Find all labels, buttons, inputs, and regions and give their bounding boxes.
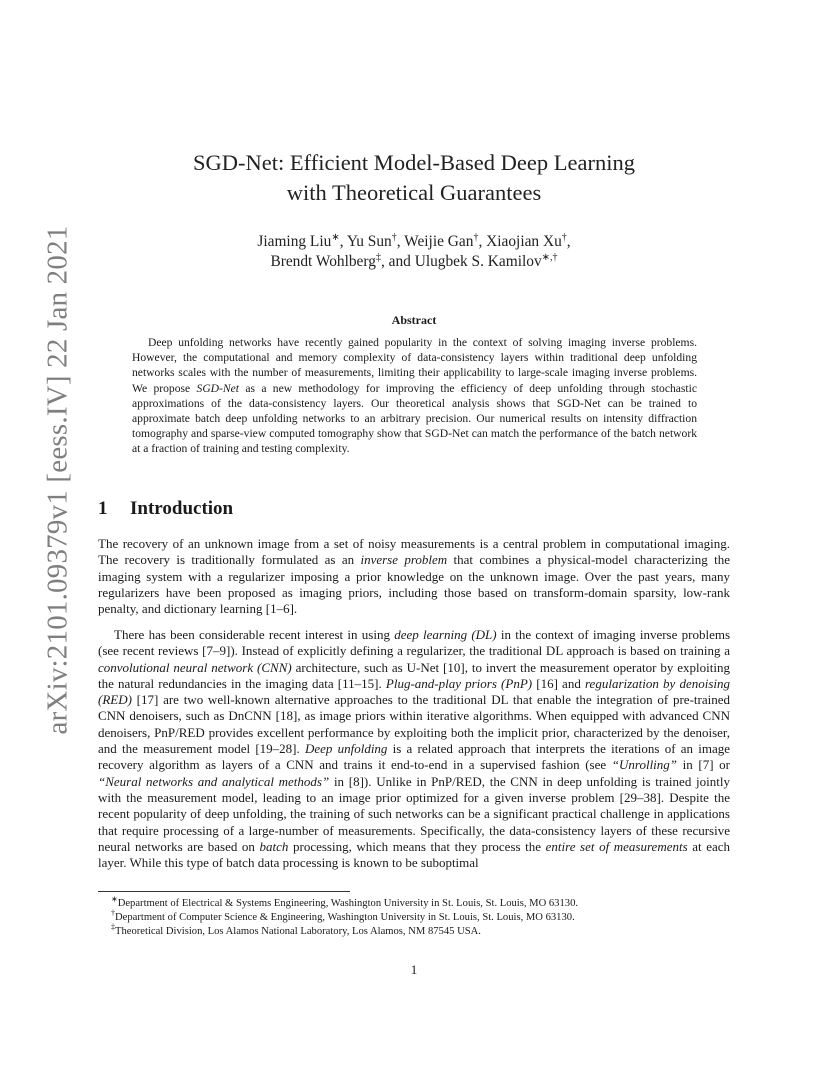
footnote-mark: ‡ — [111, 922, 115, 932]
para-emphasis: “Unrolling” — [611, 757, 678, 773]
para-text: in the context of imaging inverse problems (see recent reviews [7–9]). Instead of explicitly defining a regularizer, the traditional DL approach is based on training a — [98, 627, 731, 659]
author-name: , and Ulugbek S. Kamilov — [380, 253, 542, 270]
author-name: Brendt Wohlberg — [270, 253, 376, 270]
para-emphasis: convolutional neural network (CNN) — [98, 659, 292, 675]
para-text: [16] and — [532, 675, 585, 691]
author-separator: , — [566, 233, 571, 250]
section-number: 1 — [98, 498, 108, 519]
section-heading — [98, 498, 233, 520]
footnote — [111, 922, 731, 939]
para-text: There has been considerable recent interest in using — [114, 627, 395, 642]
para-emphasis: regularization by denoising (RED) — [98, 675, 731, 708]
footnote-text: Department of Electrical & Systems Engineering, Washington University in St. Louis, St. Louis, MO 63130. — [117, 898, 579, 909]
title-line-1: SGD-Net: Efficient Model-Based Deep Learning — [193, 150, 635, 175]
para-text: that combines a physical-model characterizing the imaging system with a regularizer imposing a prior knowledge on the unknown image. Over the past years, many regularizers have been proposed as imaging priors, including those based on transform-domain sparsity, low-rank penalty, and dictionary learning [1–6]. — [98, 552, 730, 617]
affiliation-mark: ∗ — [331, 231, 340, 243]
abstract-text-part: Deep unfolding networks have recently gained popularity in the context of solving imaging inverse problems. However, the computational and memory complexity of data-consistency layers within traditional deep unfolding networks scales with the number of measurements, limiting their applicability to large-scale imaging inverse problems. We propose — [132, 336, 697, 395]
footnote-rule — [98, 891, 350, 892]
author-list — [0, 232, 828, 272]
para-text: [17] are two well-known alternative approaches to the traditional DL that enable the integration of pre-trained CNN denoisers, such as DnCNN [18], as image priors within iterative algorithms. When equipped with advanced CNN denoisers, PnP/RED provides excellent performance by exploiting both the implicit prior, characterized by the denoiser, and the measurement model [19–28]. — [98, 692, 730, 757]
footnote-mark: ∗ — [111, 894, 118, 904]
para-text: is a related approach that interprets the iterations of an image recovery algorithm as layers of a CNN and trains it end-to-end in a supervised fashion (see — [98, 741, 730, 773]
para-emphasis: batch — [259, 838, 289, 854]
para-text: at each layer. While this type of batch data processing is known to be suboptimal — [98, 838, 731, 871]
page-number: 1 — [410, 962, 418, 977]
intro-paragraph-1 — [98, 536, 730, 617]
affiliation-mark: ∗,† — [541, 251, 558, 263]
footnote — [111, 908, 731, 925]
paper-title — [0, 148, 828, 208]
footnote-mark: † — [111, 908, 115, 918]
section-title: Introduction — [130, 498, 234, 519]
para-emphasis: inverse problem — [360, 552, 448, 568]
abstract-text-part: as a new methodology for improving the efficiency of deep unfolding through stochastic approximations of the data-consistency layers. Our theoretical analysis shows that SGD-Net can be trained to approximate batch deep unfolding networks to an arbitrary precision. Our numerical results on intensity diffraction tomography and sparse-view computed tomography show that SGD-Net can match the performance of the batch network at a fraction of training and testing complexity. — [132, 381, 698, 456]
footnote-text: Theoretical Division, Los Alamos National Laboratory, Los Alamos, NM 87545 USA. — [115, 926, 481, 937]
para-text: in [8]). Unlike in PnP/RED, the CNN in deep unfolding is trained jointly with the measurement model, leading to an image prior optimized for a given inverse problem [29–38]. Despite the recent popularity of deep unfolding, the training of such networks can be a significant practical challenge in applications that require processing of a large-number of measurements. Specifically, the data-consistency layers of these recursive neural networks are based on — [98, 773, 730, 854]
para-text: processing, which means that they process the — [288, 838, 546, 854]
para-text: architecture, such as U-Net [10], to invert the measurement operator by exploiting the natural redundancies in the imaging data [11–15]. — [98, 659, 731, 691]
author-name: Jiaming Liu — [257, 233, 332, 250]
affiliation-mark: † — [473, 231, 479, 243]
abstract-emphasis: SGD-Net — [196, 381, 240, 395]
abstract-heading: Abstract — [391, 313, 437, 327]
para-text: in [7] or — [677, 757, 730, 773]
affiliation-mark: † — [561, 231, 567, 243]
para-emphasis: entire set of measurements — [545, 838, 688, 854]
abstract-text — [132, 335, 697, 457]
arxiv-stamp-text: arXiv:2101.09379v1 [eess.IV] 22 Jan 2021 — [41, 225, 74, 735]
title-line-2: with Theoretical Guarantees — [286, 180, 542, 205]
intro-paragraph-2 — [98, 627, 730, 871]
author-name: , Xiaojian Xu — [478, 233, 562, 250]
affiliation-mark: ‡ — [375, 251, 381, 263]
para-text: The recovery of an unknown image from a set of noisy measurements is a central problem in computational imaging. The recovery is traditionally formulated as an — [98, 536, 730, 568]
affiliation-mark: † — [391, 231, 397, 243]
para-emphasis: “Neural networks and analytical methods” — [98, 773, 330, 789]
para-emphasis: Deep unfolding — [304, 741, 388, 757]
author-line-2 — [0, 252, 828, 272]
para-emphasis: Plug-and-play priors (PnP) — [385, 675, 533, 691]
para-emphasis: deep learning (DL) — [394, 627, 497, 642]
footnote-text: Department of Computer Science & Engineering, Washington University in St. Louis, St. Louis, MO 63130. — [115, 912, 575, 923]
author-name: , Yu Sun — [339, 233, 392, 250]
footnote — [111, 894, 731, 911]
author-line-1 — [0, 232, 828, 252]
author-name: , Weijie Gan — [396, 233, 474, 250]
